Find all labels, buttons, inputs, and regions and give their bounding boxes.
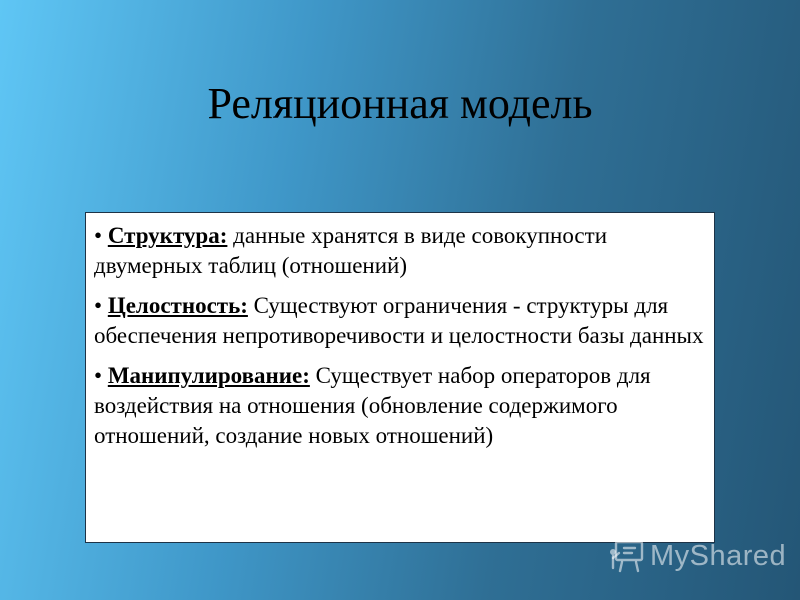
watermark-logo — [608, 536, 788, 576]
bullet-term: Манипулирование: — [107, 363, 310, 388]
bullet-text: данные хранятся в виде совокупности двумерных таблиц (отношений) — [94, 223, 608, 278]
bullet-text: Существуют ограничения - структуры для обеспечения непротиворечивости и целостности базы данных — [94, 293, 704, 348]
bullet-marker: • — [94, 223, 103, 248]
bullet-integrity — [94, 291, 704, 351]
bullet-structure — [94, 221, 704, 281]
watermark-text: MyShared — [650, 540, 787, 572]
presentation-board-icon — [608, 538, 646, 574]
bullet-text: Существует набор операторов для воздействия на отношения (обновление содержимого отношений, создание новых отношений) — [94, 363, 651, 448]
bullet-marker: • — [94, 363, 103, 388]
bullet-term: Целостность: — [107, 293, 248, 318]
bullet-term: Структура: — [107, 223, 228, 248]
bullet-manipulation — [94, 361, 704, 451]
slide-title: Реляционная модель — [207, 79, 593, 128]
bullet-marker: • — [94, 293, 103, 318]
content-box — [85, 212, 715, 543]
